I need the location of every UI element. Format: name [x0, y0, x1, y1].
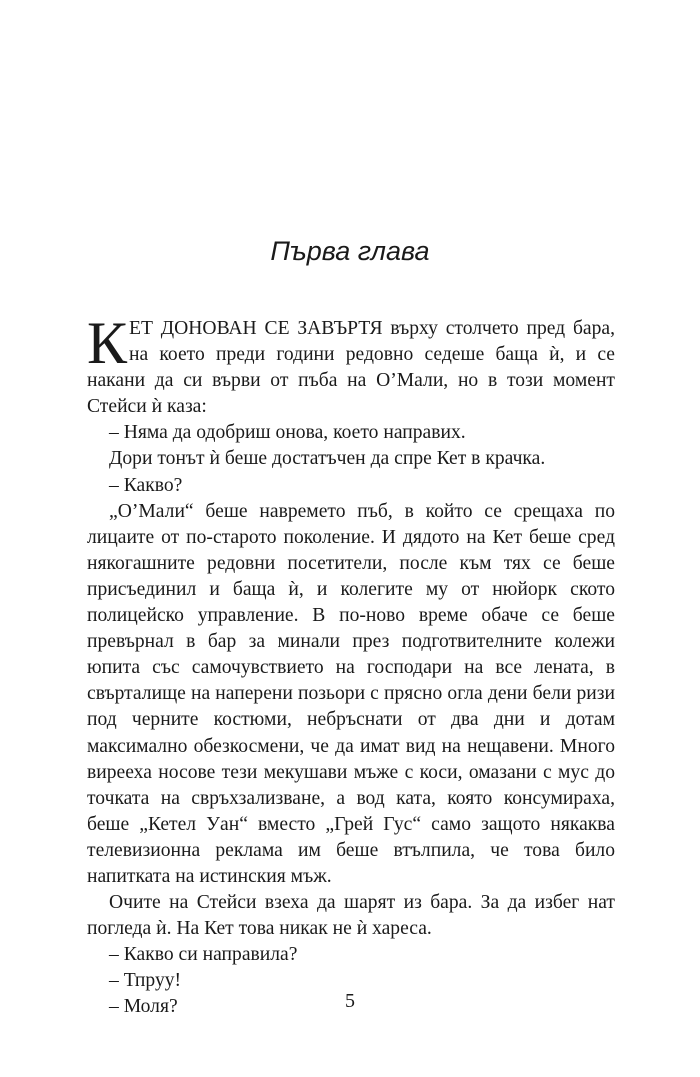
- text-line: нещавени. Много вирееха носове тези мекушави мъже с: [87, 735, 615, 783]
- dialogue-line: – Няма да одобриш онова, което направих.: [109, 422, 466, 444]
- dialogue-line: – Какво?: [109, 474, 183, 496]
- dialogue-line: – Какво си направила?: [109, 944, 298, 966]
- page-number: 5: [345, 990, 355, 1012]
- text-line: лицаите от по-старото поколение. И дядото на Кет беше: [87, 526, 579, 548]
- text-line: беше превърнал в бар за минали през подготвителните: [87, 605, 615, 653]
- text-line: „О’Мали“ беше навремето пъб, в който се срещаха по: [109, 500, 615, 522]
- chapter-title: Първа глава: [270, 236, 430, 266]
- text-line: Гус“ само защото някаква телевизионна реклама им беше: [87, 813, 615, 861]
- opening-paragraph: [87, 310, 615, 420]
- text-line: лената, в свърталище на наперени позьори с прясно огла: [87, 657, 615, 705]
- dialogue-line: – Тпруу!: [109, 970, 182, 992]
- narration-paragraph: Дори тонът ѝ беше достатъчен да спре Кет в крачка.: [109, 448, 546, 470]
- text-line: коси, омазани с мус до точката на свръхзализване, а вод: [87, 761, 615, 809]
- opening-line: бара, на което преди години редовно седеше баща ѝ,: [129, 318, 615, 366]
- text-line: ката, която консумираха, беше „Кетел Уан“ вместо „Грей: [87, 787, 615, 835]
- text-line: нат погледа ѝ. На Кет това никак не ѝ хареса.: [87, 892, 615, 940]
- body-text: [87, 310, 615, 1021]
- narration-paragraph: [87, 499, 615, 890]
- opening-line: момент Стейси ѝ каза:: [87, 370, 615, 418]
- opening-line: и се накани да си върви от пъба на О’Мали, но в този: [87, 344, 615, 392]
- text-line: сред някогашните редовни посетители, после към тях се: [87, 526, 615, 574]
- text-line: дени бели ризи под черните костюми, небръснати от два: [87, 683, 615, 731]
- narration-paragraph: [87, 890, 615, 942]
- text-line: дни и дотам максимално обезкосмени, че да имат вид на: [87, 709, 615, 757]
- opening-line: ЕТ ДОНОВАН СЕ ЗАВЪРТЯ върху столчето пред: [129, 318, 573, 339]
- text-line: колежи юпита със самочувствието на господари на все: [87, 631, 615, 679]
- dialogue-line: – Моля?: [109, 996, 178, 1018]
- text-line: ското полицейско управление. В по-ново време обаче се: [87, 578, 615, 627]
- text-line: Очите на Стейси взеха да шарят из бара. За да избег: [109, 892, 580, 914]
- text-line: втълпила, че това било напитката на истинския мъж.: [87, 839, 615, 887]
- text-line: беше присъединил и баща ѝ, и колегите му от нюйорк: [87, 552, 615, 600]
- drop-cap: К: [87, 310, 128, 376]
